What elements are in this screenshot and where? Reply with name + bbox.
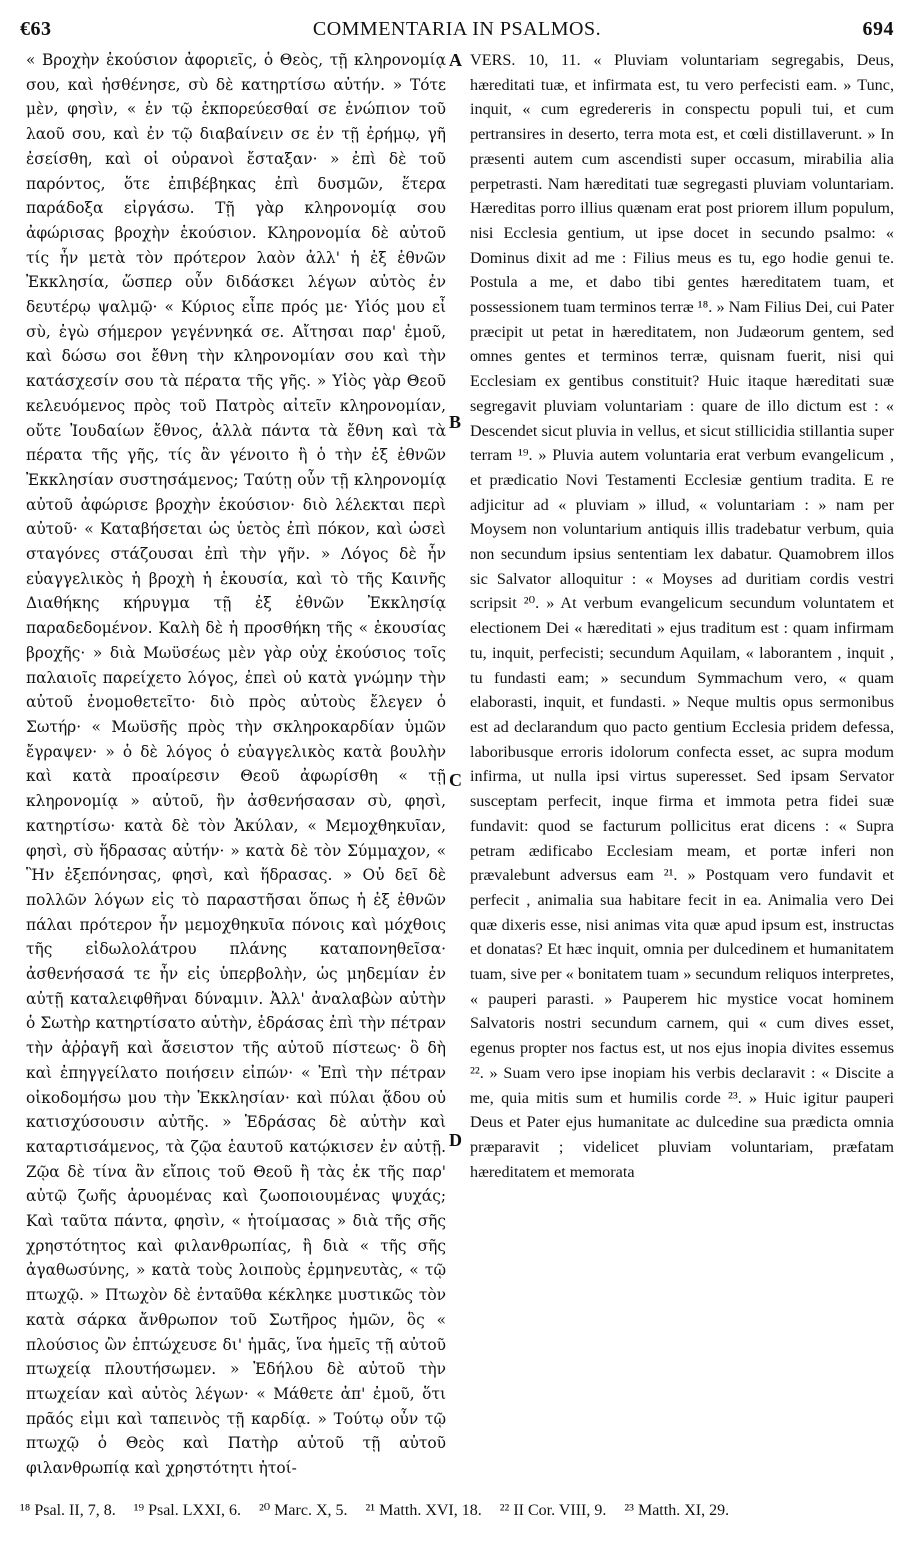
running-title: COMMENTARIA IN PSALMOS. (312, 18, 602, 40)
page-number-left: €63 (20, 18, 52, 40)
footnote: ²¹ Matth. XVI, 18. (365, 1502, 482, 1519)
footnote: ²² II Cor. VIII, 9. (499, 1502, 607, 1519)
footnote: ²⁰ Marc. X, 5. (258, 1502, 348, 1519)
latin-text: VERS. 10, 11. « Pluviam voluntariam segregabis, Deus, hæreditati tuæ, et infirmata est, tu vero perfecisti eam. » Tunc, inquit, « cum egredereris in conspectu populi tui, et cum pertransires in deserto, terra mota est, et cœli distillaverunt. » In præsenti autem cum ascendisti super occasum, mirabilia alia perpetrasti. Nam hæreditati tuæ segregasti pluviam voluntariam. Hæreditas porro illius quænam erat post priorem illum populum, nisi Ecclesia gentium, ut ipse docet in secundo psalmo: « Dominus dixit ad me : Filius meus es tu, ego hodie genui te. Postula a me, et dabo tibi gentes hæreditatem tuam, et possessionem tuam terminos terræ ¹⁸. » Nam Filius Dei, cui Pater præcipit ut petat in hæreditatem, non Judæorum gentem, sed omnes gentes et terminos terræ, quisnam fuerit, nisi qui Ecclesiam ex gentibus constituit? Huic itaque hæreditati suæ segregavit pluviam voluntariam : quare de illo dictum est : « Descendet sicut pluvia in vellus, et sicut stillicidia stillantia super terram ¹⁹. » Pluvia autem voluntaria erat verbum evangelicum , et prædicatio Novi Testamenti Ecclesiæ gentium tradita. E re adjicitur ad « pluviam » illud, « voluntariam : » nam per Moysem non voluntarium antiquis illis tradebatur verbum, quia non secundum ipsius sententiam lex dabatur. Quamobrem illos sic Salvator alloquitur : « Moyses ad duritiam cordis vestri scripsit ²⁰. » At verbum evangelicum secundum voluntatem et electionem Dei « hæreditati » ejus traditum est : quam infirmam tu, inquit, perfecisti; secundum Aquilam, « laborantem , inquit , tu fundasti eam; » secundum Symmachum vero, « quam elaborasti, inquit, et fundasti. » Neque multis opus sermonibus est ad declarandum quo pacto gentium Ecclesia pridem defessa, laboribusque erroris idolorum confecta esset, ac supra modum infirma, ut nulla ipsi virtus superesset. Sed ipsam Servator susceptam perfecit, inque firma et immota petra fidei suæ fundavit: quod se facturum pollicitus erat dicens : « Supra petram ædificabo Ecclesiam meam, et portæ inferi non prævalebunt adversus eam ²¹. » Postquam vero fundavit et perfecit , animalia sua habitare fecit in ea. Animalia vero Dei quæ dixeris esse, nisi animas vita quæ apud ipsum est, instructas et donatas? Et hæc inquit, omnia per dulcedinem et humanitatem tuam, sive per « bonitatem tuam » secundum reliquos interpretes, « pauperi parasti. » Pauperem hic mystice vocat hominem Salvatoris nostri secundum carnem, qui « cum dives esset, egenus propter nos factus est, ut nos ejus inopia divites essemus ²². » Suam vero ipse inopiam his verbis declaravit : « Discite a me, quia mitis sum et humilis corde ²³. » Huic igitur pauperi Deus et Pater ejus humanitate ac dulcedine sua prædicta omnia præparavit ; videlicet pluviam voluntariam, præfatam hæreditatem et memorata (470, 51, 894, 1181)
greek-text: « Βροχὴν ἑκούσιον ἀφοριεῖς, ὁ Θεὸς, τῇ κληρονομίᾳ σου, καὶ ἠσθένησε, σὺ δὲ κατηρτίσω αὐτήν. » Τότε μὲν, φησὶν, « ἐν τῷ ἐκπορεύεσθαί σε ἐνώπιον τοῦ λαοῦ σου, καὶ ἐν τῷ διαβαίνειν σε ἐν τῇ ἐρήμῳ, γῆ ἐσείσθη, καὶ οἱ οὐρανοὶ ἔσταξαν· » ἐπὶ δὲ τοῦ παρόντος, ὅτε ἐπιβέβηκας ἐπὶ δυσμῶν, ἕτερα παράδοξα εἰργάσω. Τῇ γὰρ κληρονομίᾳ σου ἀφώρισας βροχὴν ἑκούσιον. Κληρονομία δὲ αὐτοῦ τίς ἦν μετὰ τὸν πρότερον λαὸν ἀλλ' ἡ ἐξ ἐθνῶν Ἐκκλησία, ὥσπερ οὖν διδάσκει λέγων αὐτὸς ἐν δευτέρῳ ψαλμῷ· « Κύριος εἶπε πρός με· Υἱός μου εἶ σὺ, ἐγὼ σήμερον γεγέννηκά σε. Αἴτησαι παρ' ἐμοῦ, καὶ δώσω σοι ἔθνη τὴν κληρονομίαν σου καὶ τὴν κατάσχεσίν σου τὰ πέρατα τῆς γῆς. » Υἱὸς γὰρ Θεοῦ κελευόμενος πρὸς τοῦ Πατρὸς αἰτεῖν κληρονομίαν, οὔτε Ἰουδαίων ἔθνος, ἀλλὰ πάντα τὰ ἔθνη καὶ τὰ πέρατα τῆς γῆς, τίς ἂν γένοιτο ἢ ὁ τὴν ἐξ ἐθνῶν Ἐκκλησίαν συστησάμενος; Ταύτῃ οὖν τῇ κληρονομίᾳ αὐτοῦ ἀφώρισε βροχὴν ἑκούσιον· διὸ λέλεκται περὶ αὐτοῦ· « Καταβήσεται ὡς ὑετὸς ἐπὶ πόκον, καὶ ὡσεὶ σταγόνες στάζουσαι ἐπὶ τὴν γῆν. » Λόγος δὲ ἦν εὐαγγελικὸς ἡ βροχὴ ἡ ἑκουσία, καὶ τὸ τῆς Καινῆς Διαθήκης κήρυγμα τῇ ἐξ ἐθνῶν Ἐκκλησίᾳ παραδεδομένον. Καλὴ δὲ ἡ προσθήκη τῆς « ἑκουσίας βροχῆς· » διὰ Μωϋσέως μὲν γὰρ οὐχ ἑκούσιος τοῖς παλαιοῖς παρείχετο λόγος, ἐπεὶ οὐ κατὰ γνώμην τὴν αὐτοῦ ἐνομοθετεῖτο· διὸ πρὸς αὐτοὺς ἔλεγεν ὁ Σωτήρ· « Μωϋσῆς πρὸς τὴν σκληροκαρδίαν ὑμῶν ἔγραψεν· » ὁ δὲ λόγος ὁ εὐαγγελικὸς κατὰ βουλὴν καὶ κατὰ προαίρεσιν Θεοῦ ἀφωρίσθη « τῇ κληρονομίᾳ » αὐτοῦ, ἣν ἀσθενήσασαν σὺ, φησὶ, κατηρτίσω· κατὰ δὲ τὸν Ἀκύλαν, « Μεμοχθηκυῖαν, φησὶ, σὺ ἥδρασας αὐτήν· » κατὰ δὲ τὸν Σύμμαχον, « Ἣν ἐξεπόνησας, φησὶ, καὶ ἥδρασας. » Οὐ δεῖ δὲ πολλῶν λόγων εἰς τὸ παραστῆσαι ὅπως ἡ ἐξ ἐθνῶν πάλαι πρότερον ἦν μεμοχθηκυῖα πόνοις καὶ μόχθοις τῆς εἰδωλολάτρου πλάνης καταπονηθεῖσα· ἀσθενήσασά τε ἦν εἰς ὑπερβολὴν, ὡς μηδεμίαν ἐν αὐτῇ καταλειφθῆναι δύναμιν. Ἀλλ' ἀναλαβὼν αὐτὴν ὁ Σωτὴρ κατηρτίσατο αὐτὴν, ἑδράσας ἐπὶ τὴν πέτραν τὴν ἀῤῥαγῆ καὶ ἄσειστον τῆς αὐτοῦ πίστεως· ὃ δὴ καὶ ἐπηγγείλατο ποιήσειν εἰπών· « Ἐπὶ τὴν πέτραν οἰκοδομήσω μου τὴν Ἐκκλησίαν· καὶ πύλαι ᾅδου οὐ κατισχύσουσιν αὐτῆς. » Ἑδράσας δὲ αὐτὴν καὶ καταρτισάμενος, τὰ ζῷα ἑαυτοῦ κατῴκισεν ἐν αὐτῇ. Ζῷα δὲ τίνα ἂν εἴποις τοῦ Θεοῦ ἢ τὰς ἐκ τῆς παρ' αὐτῷ ζωῆς ἀρυομένας καὶ ζωοποιουμένας ψυχάς; Καὶ ταῦτα πάντα, φησὶν, « ἡτοίμασας » διὰ τῆς σῆς χρηστότητος καὶ φιλανθρωπίας, ἢ διὰ « τῆς σῆς ἀγαθωσύνης, » κατὰ τοὺς λοιποὺς ἑρμηνευτὰς, « τῷ πτωχῷ. » Πτωχὸν δὲ ἐνταῦθα κέκληκε μυστικῶς τὸν κατὰ σάρκα ἄνθρωπον τοῦ Σωτῆρος ἡμῶν, ὃς « πλούσιος ὢν ἐπτώχευσε δι' ἡμᾶς, ἵνα ἡμεῖς τῇ αὐτοῦ πτωχείᾳ πλουτήσωμεν. » Ἐδήλου δὲ αὐτοῦ τὴν πτωχείαν καὶ αὐτὸς λέγων· « Μάθετε ἀπ' ἐμοῦ, ὅτι πρᾶός εἰμι καὶ ταπεινὸς τῇ καρδίᾳ. » Τούτῳ οὖν τῷ πτωχῷ ὁ Θεὸς καὶ Πατὴρ αὐτοῦ τῇ αὐτοῦ φιλανθρωπίᾳ καὶ χρηστότητι ἡτοί- (26, 51, 446, 1478)
footnote: ²³ Matth. XI, 29. (624, 1502, 730, 1519)
margin-marker-d: D (449, 1130, 462, 1150)
margin-marker-b: B (449, 412, 462, 432)
footnote: ¹⁸ Psal. II, 7, 8. (20, 1502, 116, 1519)
footnote: ¹⁹ Psal. LXXI, 6. (133, 1502, 241, 1519)
latin-column (470, 48, 894, 1184)
running-header (20, 18, 894, 44)
page-number-right: 694 (862, 18, 894, 40)
margin-marker-c: C (449, 770, 462, 790)
margin-marker-a: A (449, 50, 462, 70)
greek-column (26, 48, 446, 1481)
footnotes (20, 1500, 894, 1521)
